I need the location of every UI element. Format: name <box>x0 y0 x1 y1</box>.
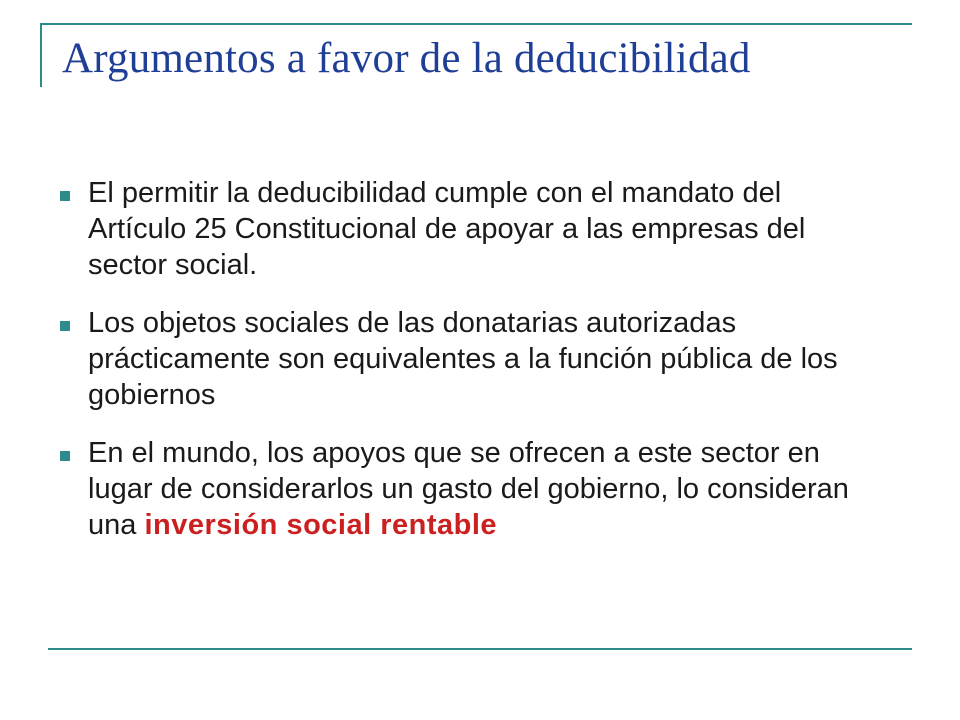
bullet-text: En el mundo, los apoyos que se ofrecen a este sector en lugar de considerarlos un gasto del gobierno, lo consideran una <box>88 437 849 541</box>
bottom-rule-line <box>48 648 912 650</box>
bullet-list <box>60 175 880 565</box>
square-bullet-icon <box>60 321 70 331</box>
square-bullet-icon <box>60 451 70 461</box>
bullet-item <box>60 175 880 283</box>
bullet-item <box>60 435 880 543</box>
emphasis-text: inversión social rentable <box>144 509 498 541</box>
top-rule-line <box>40 23 912 25</box>
square-bullet-icon <box>60 191 70 201</box>
bullet-text: Los objetos sociales de las donatarias autorizadas prácticamente son equivalentes a la función pública de los gobiernos <box>88 307 838 411</box>
bullet-text: El permitir la deducibilidad cumple con el mandato del Artículo 25 Constitucional de apoyar a las empresas del sector social. <box>88 177 806 281</box>
left-rule-line <box>40 23 42 87</box>
slide-title: Argumentos a favor de la deducibilidad <box>62 35 751 82</box>
bullet-item <box>60 305 880 413</box>
